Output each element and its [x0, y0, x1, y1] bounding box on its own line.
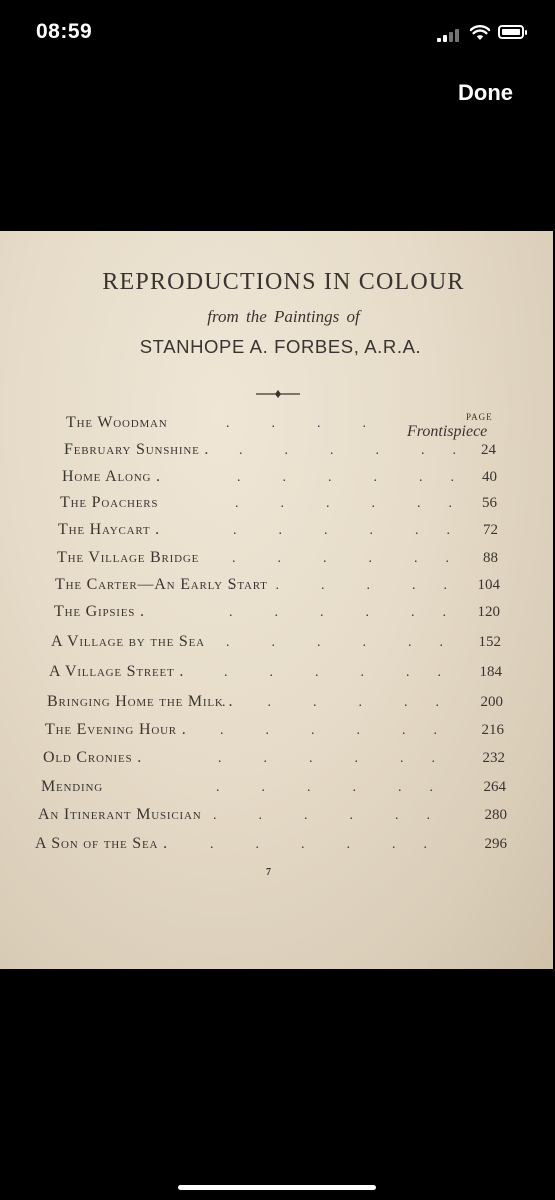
contents-row — [58, 521, 498, 545]
leader-dots: . . . . . . — [213, 808, 430, 823]
contents-page-number: 40 — [482, 469, 497, 485]
leader-dots: . . . . . . — [220, 723, 437, 738]
contents-row — [47, 693, 503, 717]
leader-dots: . . . . . . — [226, 635, 443, 650]
leader-dots: . . . . . . — [232, 551, 449, 566]
contents-title: February Sunshine . — [64, 441, 210, 458]
ornament-divider-icon — [256, 389, 300, 399]
contents-page-number: 280 — [484, 807, 507, 823]
contents-title: The Evening Hour . — [45, 721, 187, 738]
book-page — [0, 231, 553, 969]
contents-page-number: 216 — [481, 722, 504, 738]
contents-title: Mending — [41, 778, 103, 795]
contents-page-number: 24 — [481, 442, 496, 458]
contents-page-number: 184 — [479, 664, 502, 680]
contents-row — [55, 576, 500, 600]
leader-dots: . . . . . . — [216, 780, 433, 795]
contents-page-number: 104 — [477, 577, 500, 593]
contents-row — [49, 663, 502, 687]
contents-row — [64, 441, 496, 465]
leader-dots: . . . . . . — [210, 837, 427, 852]
contents-row — [41, 778, 506, 802]
contents-page-number: 296 — [484, 836, 507, 852]
page-column-label: PAGE — [466, 412, 493, 422]
status-bar — [0, 0, 555, 66]
contents-title: Old Cronies . — [43, 749, 143, 766]
contents-page-number: 264 — [483, 779, 506, 795]
home-indicator[interactable] — [178, 1185, 376, 1190]
contents-title: A Son of the Sea . — [35, 835, 168, 852]
photo-viewer-image[interactable] — [0, 231, 553, 969]
contents-title: The Woodman — [66, 414, 168, 431]
page-number: 7 — [266, 867, 271, 878]
contents-title: The Carter—An Early Start — [55, 576, 268, 593]
contents-page-number: 88 — [483, 550, 498, 566]
contents-page-number: 120 — [477, 604, 500, 620]
contents-title: The Village Bridge — [57, 549, 200, 566]
contents-page-number: 56 — [482, 495, 497, 511]
contents-title: A Village by the Sea — [51, 633, 205, 650]
contents-row — [62, 468, 497, 492]
leader-dots: . . . . . . — [230, 578, 447, 593]
contents-page-number: 232 — [482, 750, 505, 766]
contents-row — [51, 633, 501, 657]
contents-row — [45, 721, 504, 745]
leader-dots: . . . . . . — [233, 523, 450, 538]
status-time: 08:59 — [36, 20, 93, 43]
contents-row — [60, 494, 497, 518]
contents-title: The Haycart . — [58, 521, 160, 538]
contents-row — [66, 414, 496, 438]
contents-title: An Itinerant Musician — [38, 806, 202, 823]
page-heading: REPRODUCTIONS IN COLOUR — [102, 269, 465, 295]
leader-dots: . . . . — [226, 416, 366, 431]
leader-dots: . . . . . . — [235, 496, 452, 511]
leader-dots: . . . . . . — [222, 695, 439, 710]
contents-page-number: 152 — [478, 634, 501, 650]
done-button[interactable]: Done — [458, 80, 513, 105]
battery-icon — [498, 25, 524, 39]
contents-title: The Poachers — [60, 494, 159, 511]
contents-page-number: 200 — [480, 694, 503, 710]
contents-title: Home Along . — [62, 468, 161, 485]
leader-dots: . . . . . . — [229, 605, 446, 620]
cellular-signal-icon — [437, 28, 463, 42]
frontispiece-label: Frontispiece — [407, 423, 488, 440]
wifi-icon — [470, 25, 490, 41]
contents-page-number: 72 — [483, 522, 498, 538]
page-subheading: from the Paintings of — [207, 307, 360, 326]
contents-row — [35, 835, 507, 859]
leader-dots: . . . . . . — [224, 665, 441, 680]
contents-row — [43, 749, 505, 773]
leader-dots: . . . . . . — [237, 470, 454, 485]
artist-name: STANHOPE A. FORBES, A.R.A. — [139, 336, 422, 357]
contents-row — [57, 549, 498, 573]
contents-title: A Village Street . — [49, 663, 185, 680]
contents-title: The Gipsies . — [54, 603, 145, 620]
contents-title: Bringing Home the Milk . — [47, 693, 234, 710]
leader-dots: . . . . . . — [239, 443, 456, 458]
contents-row — [54, 603, 500, 627]
contents-row — [38, 806, 507, 830]
leader-dots: . . . . . . — [218, 751, 435, 766]
